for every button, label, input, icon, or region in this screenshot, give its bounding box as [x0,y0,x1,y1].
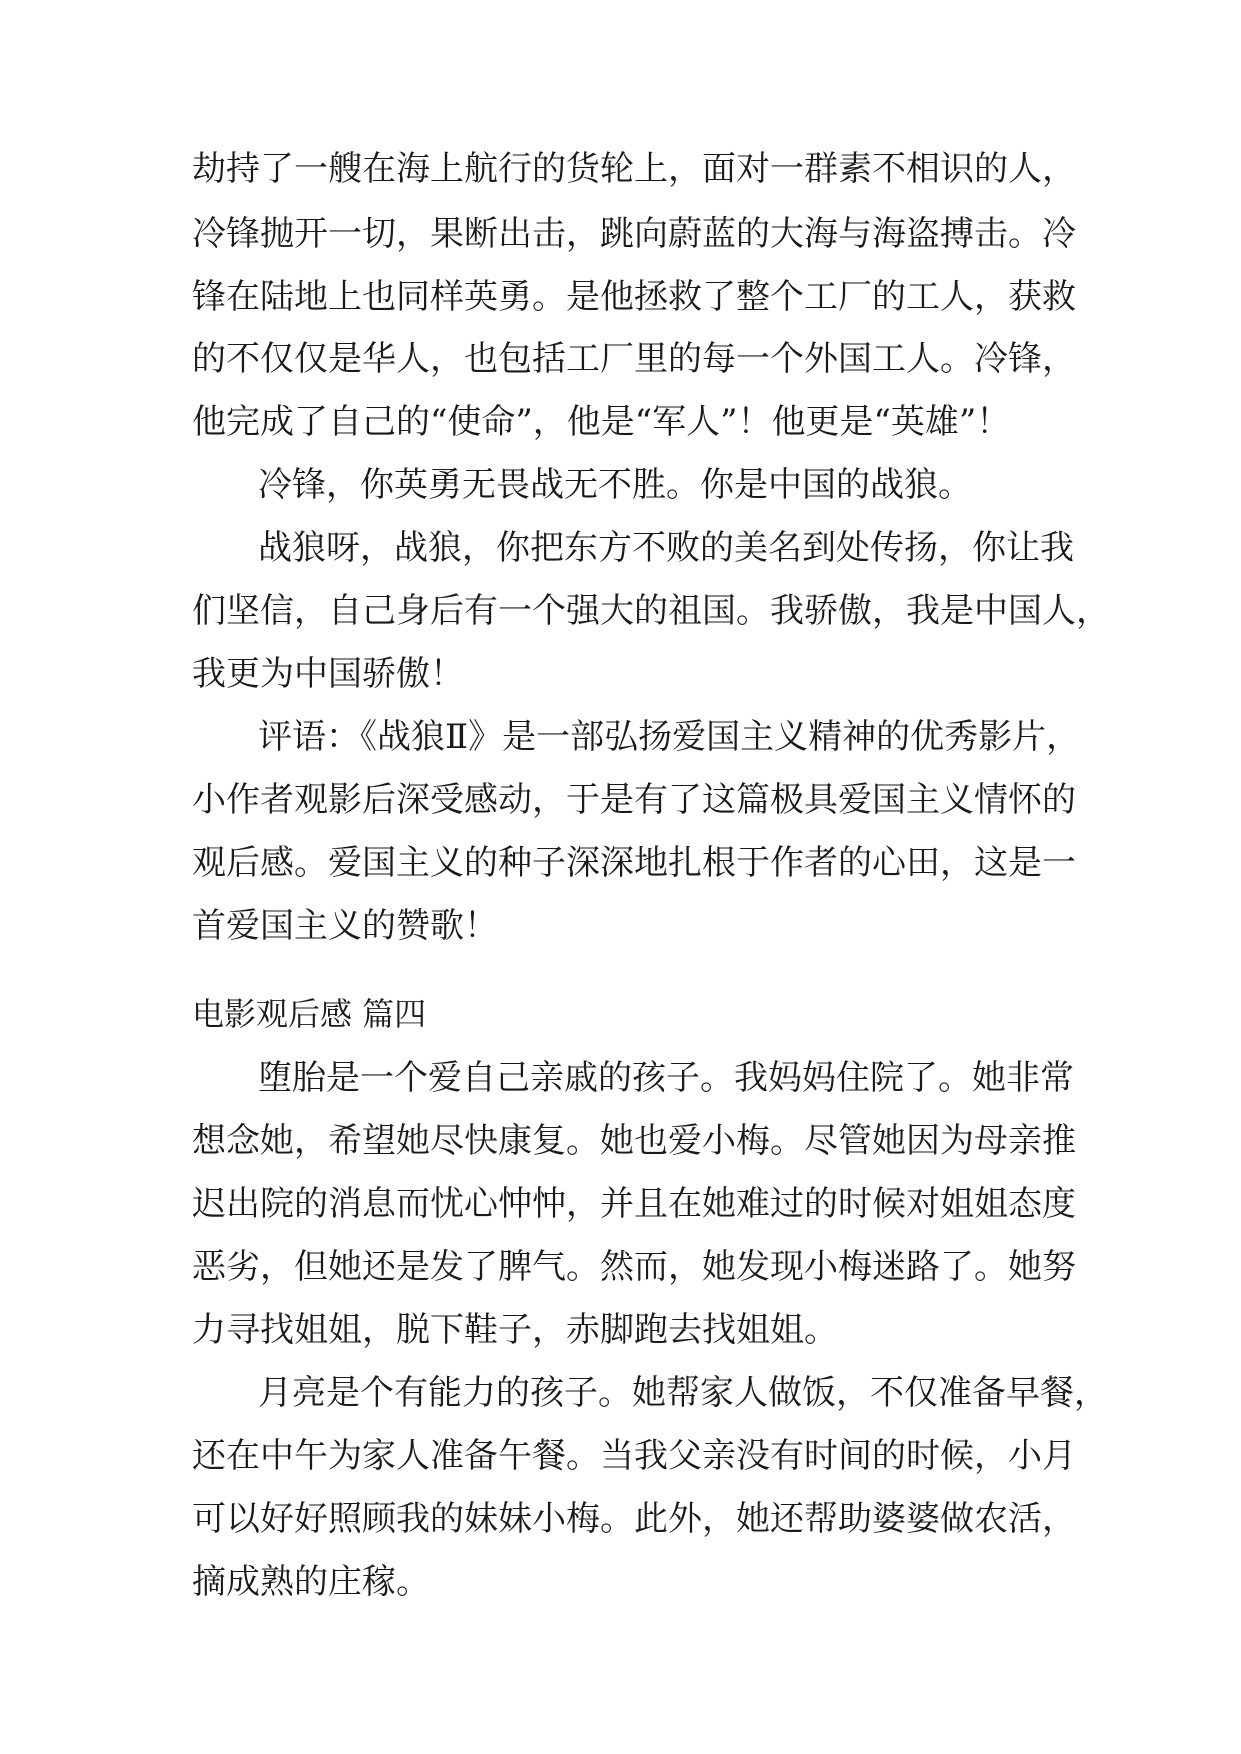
text-line: 首爱国主义的赞歌！ [192,906,498,946]
text-line: 劫持了一艘在海上航行的货轮上，面对一群素不相识的人， [192,149,1076,189]
text-line: 力寻找姐姐，脱下鞋子，赤脚跑去找姐姐。 [192,1310,838,1350]
section-heading: 电影观后感 篇四 [192,995,427,1033]
text-line: 迟出院的消息而忧心忡忡，并且在她难过的时候对姐姐态度 [192,1184,1076,1224]
text-line: 冷锋抛开一切，果断出击，跳向蔚蓝的大海与海盗搏击。冷 [192,214,1076,254]
text-line: 想念她，希望她尽快康复。她也爱小梅。尽管她因为母亲推 [192,1121,1076,1161]
text-line: 恶劣，但她还是发了脾气。然而，她发现小梅迷路了。她努 [192,1247,1076,1287]
paragraph-first-line: 战狼呀，战狼，你把东方不败的美名到处传扬，你让我 [258,528,1074,568]
text-line: 锋在陆地上也同样英勇。是他拯救了整个工厂的工人，获救 [192,277,1076,317]
text-line: 还在中午为家人准备午餐。当我父亲没有时间的时候，小月 [192,1436,1076,1476]
text-line: 观后感。爱国主义的种子深深地扎根于作者的心田，这是一 [192,843,1076,883]
text-line: 们坚信，自己身后有一个强大的祖国。我骄傲，我是中国人， [192,591,1110,631]
text-line: 可以好好照顾我的妹妹小梅。此外，她还帮助婆婆做农活， [192,1499,1076,1539]
text-line: 我更为中国骄傲！ [192,654,464,694]
paragraph-first-line: 冷锋，你英勇无畏战无不胜。你是中国的战狼。 [258,465,972,505]
paragraph-first-line: 评语：《战狼Ⅱ》是一部弘扬爱国主义精神的优秀影片， [258,717,1081,757]
text-line: 他完成了自己的“使命”，他是“军人”！他更是“英雄”！ [192,402,1011,442]
paragraph-first-line: 月亮是个有能力的孩子。她帮家人做饭，不仅准备早餐， [258,1373,1108,1413]
text-line: 的不仅仅是华人，也包括工厂里的每一个外国工人。冷锋， [192,339,1076,379]
text-line: 小作者观影后深受感动，于是有了这篇极具爱国主义情怀的 [192,780,1076,820]
paragraph-first-line: 堕胎是一个爱自己亲戚的孩子。我妈妈住院了。她非常 [258,1058,1074,1098]
text-line: 摘成熟的庄稼。 [192,1562,430,1602]
